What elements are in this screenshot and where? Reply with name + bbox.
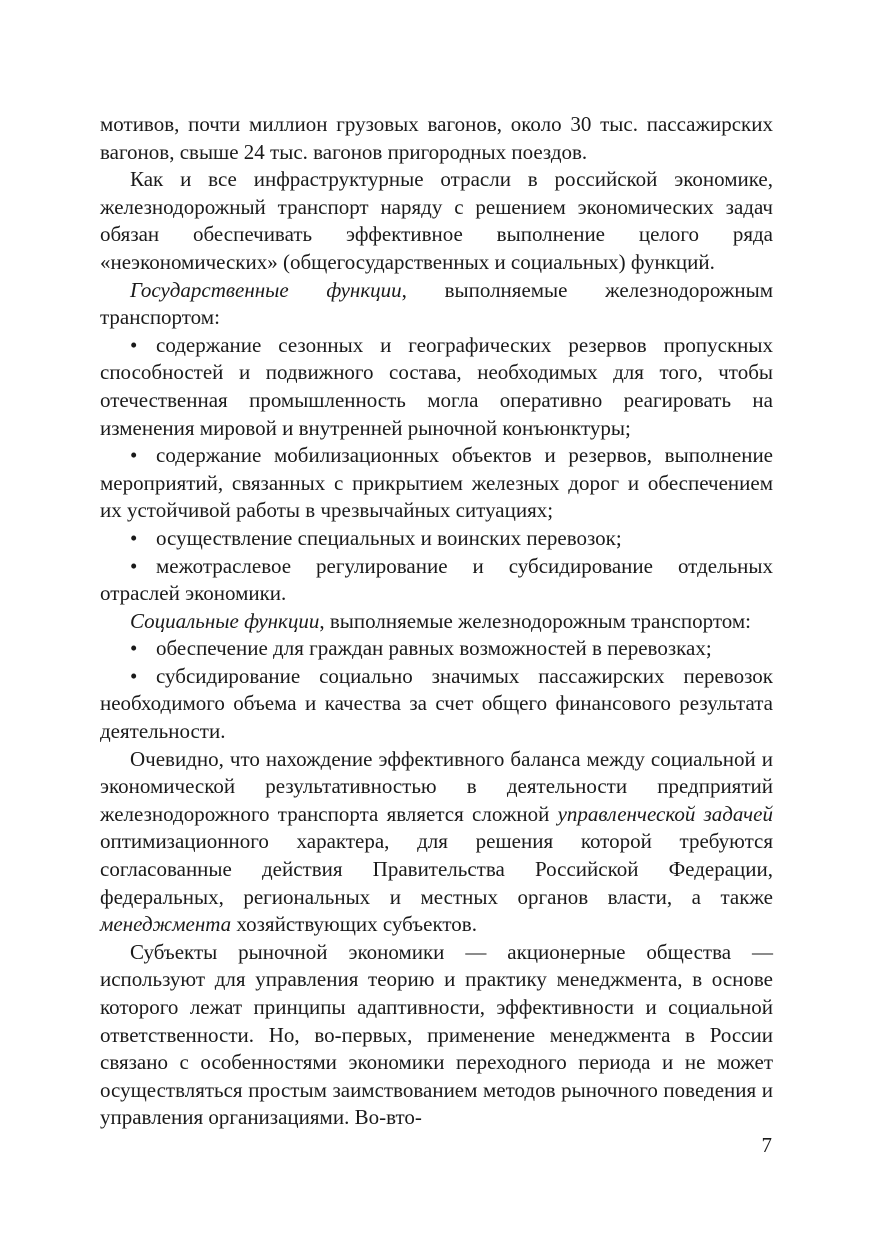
bullet-item bbox=[100, 525, 773, 553]
body-text: содержание сезонных и географических резервов пропускных способностей и подвижного состава, необходимых для того, чтобы отечественная промышленность могла оперативно реагировать на изменения мировой и внутренней рыночной конъюнктуры; bbox=[100, 332, 773, 440]
body-text: Очевидно, что нахождение эффективного баланса между социальной и экономической результативностью в деятельности предприятий железнодорожного транспорта является сложной bbox=[100, 746, 773, 826]
emphasis-text: Государственные функции bbox=[130, 277, 402, 302]
bullet-icon: • bbox=[130, 663, 138, 688]
bullet-item bbox=[100, 442, 773, 525]
body-text: , выполняемые железнодорожным транспортом: bbox=[319, 608, 752, 633]
bullet-icon: • bbox=[130, 525, 138, 550]
paragraph-continuation bbox=[100, 111, 773, 166]
body-text: оптимизационного характера, для решения которой требуются согласованные действия Правительства Российской Федерации, федеральных, региональных и местных органов власти, а также bbox=[100, 829, 773, 909]
body-text: мотивов, почти миллион грузовых вагонов, около 30 тыс. пассажирских вагонов, свыше 24 тыс. вагонов пригородных поездов. bbox=[100, 112, 773, 164]
bullet-item bbox=[100, 663, 773, 746]
body-text: содержание мобилизационных объектов и резервов, выполнение мероприятий, связанных с прикрытием железных дорог и обеспечением их устойчивой работы в чрезвычайных ситуациях; bbox=[100, 443, 773, 523]
bullet-icon: • bbox=[130, 636, 138, 661]
paragraph bbox=[100, 608, 773, 636]
emphasis-text: менеджмента bbox=[100, 912, 232, 937]
body-text: субсидирование социально значимых пассажирских перевозок необходимого объема и качества за счет общего финансового результата деятельности. bbox=[100, 663, 773, 744]
bullet-icon: • bbox=[130, 332, 138, 357]
page-number: 7 bbox=[761, 1133, 772, 1157]
body-text: хозяйствующих субъектов. bbox=[231, 912, 477, 937]
paragraph bbox=[100, 166, 773, 276]
page-body bbox=[100, 111, 773, 1132]
body-text: , выполняемые железнодорожным транспортом: bbox=[100, 277, 774, 330]
body-text: межотраслевое регулирование и субсидирование отдельных отраслей экономики. bbox=[100, 553, 773, 606]
paragraph bbox=[100, 277, 773, 332]
bullet-item bbox=[100, 553, 773, 608]
bullet-icon: • bbox=[130, 443, 138, 468]
bullet-item bbox=[100, 635, 773, 663]
emphasis-text: Социальные функции bbox=[130, 608, 320, 633]
bullet-item bbox=[100, 332, 773, 442]
body-text: Как и все инфраструктурные отрасли в российской экономике, железнодорожный транспорт наряду с решением экономических задач обязан обеспечивать эффективное выполнение целого ряда «неэкономических» (общегосударственных и социальных) функций. bbox=[100, 167, 773, 274]
body-text: обеспечение для граждан равных возможностей в перевозках; bbox=[156, 636, 712, 661]
emphasis-text: управленческой задачей bbox=[557, 801, 773, 826]
bullet-icon: • bbox=[130, 553, 138, 578]
paragraph bbox=[100, 939, 773, 1132]
body-text: осуществление специальных и воинских перевозок; bbox=[156, 525, 622, 550]
paragraph bbox=[100, 746, 773, 939]
body-text: Субъекты рыночной экономики — акционерные общества — используют для управления теорию и практику менеджмента, в основе которого лежат принципы адаптивности, эффективности и социальной ответственности. Но, во-первых, применение менеджмента в России связано с особенностями экономики переходного периода и не может осуществляться простым заимствованием методов рыночного поведения и управления организациями. Во-вто- bbox=[100, 939, 773, 1130]
